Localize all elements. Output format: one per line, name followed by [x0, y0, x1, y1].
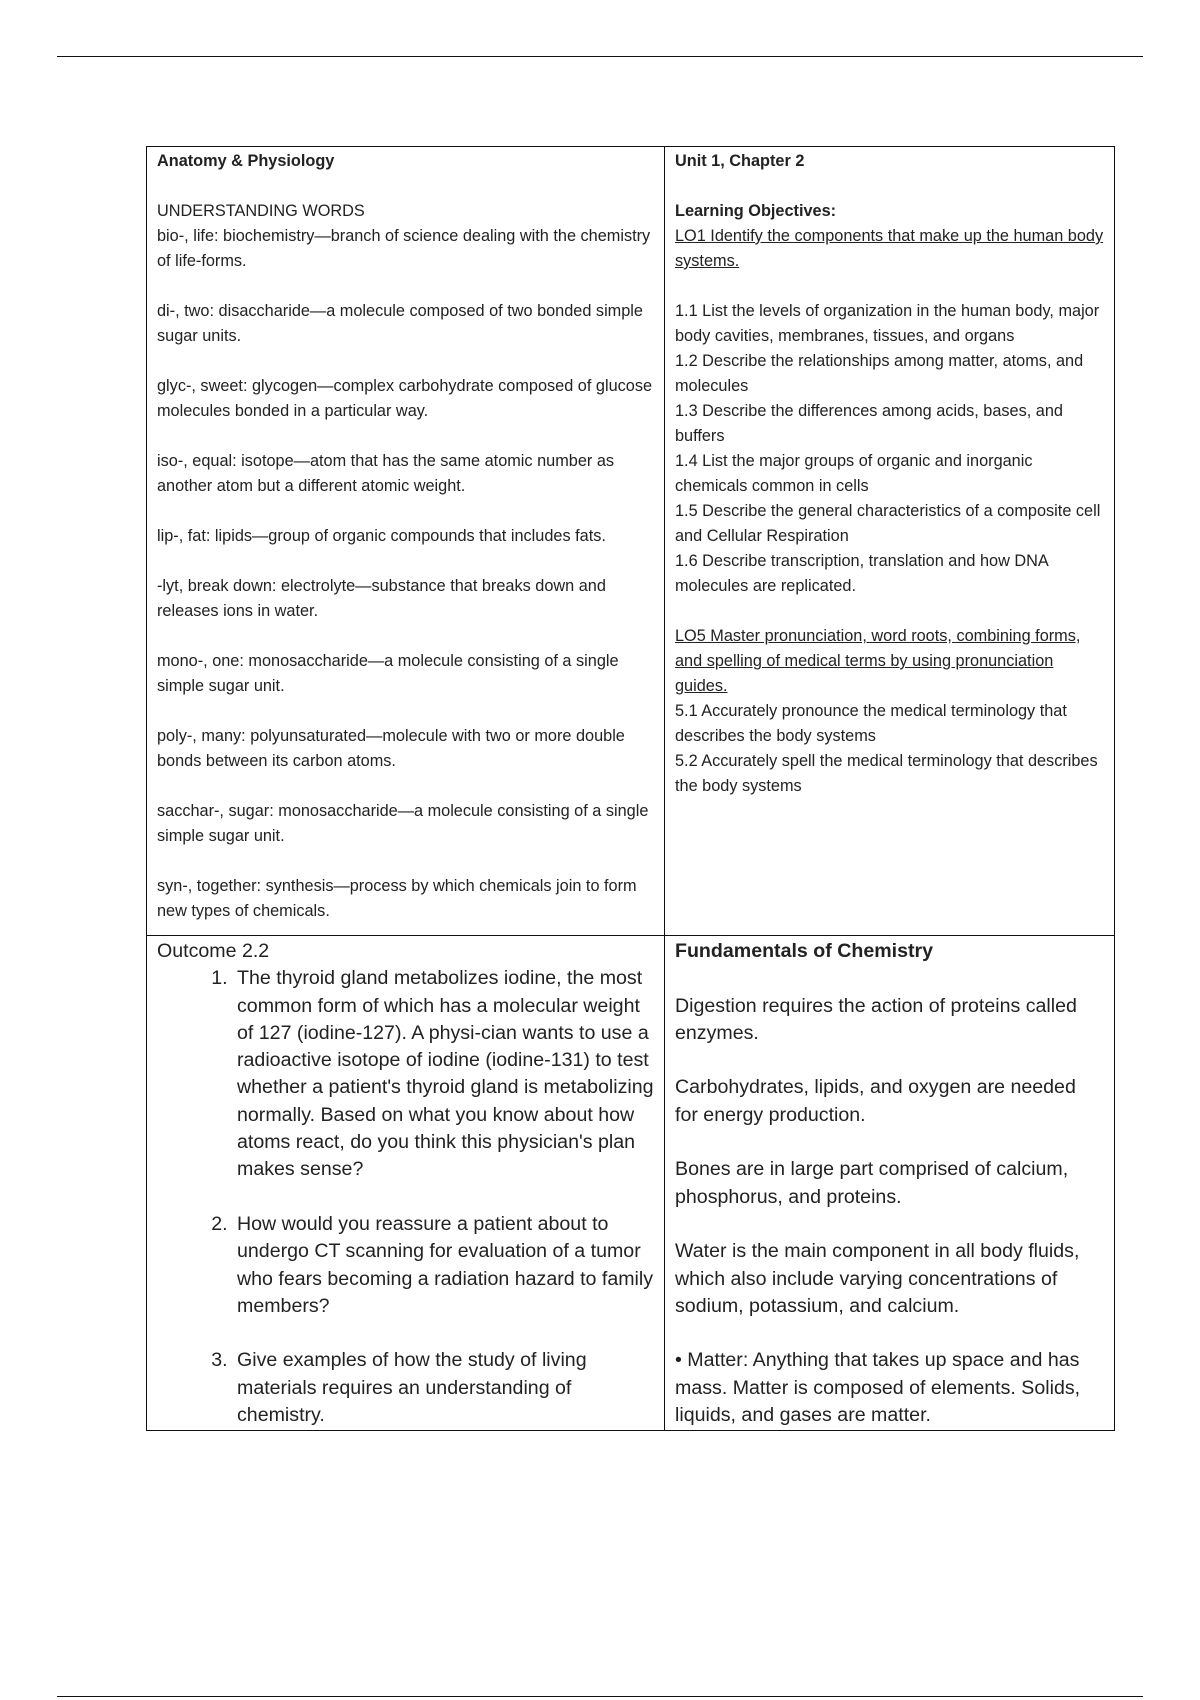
objective-item: 1.2 Describe the relationships among matter, atoms, and molecules — [675, 352, 1084, 395]
fundamentals-paragraph: Digestion requires the action of proteins called enzymes. — [675, 994, 1077, 1044]
objective-item: 1.6 Describe transcription, translation and how DNA molecules are replicated. — [675, 552, 1048, 595]
header-rule — [57, 56, 1143, 57]
objective-item: 5.1 Accurately pronounce the medical terminology that describes the body systems — [675, 702, 1067, 745]
question-item: 1. The thyroid gland metabolizes iodine, the most common form of which has a molecular weight of 127 (iodine-127). A physi-cian wants to use a radioactive isotope of iodine (iodine-131) to test whether a patient's thyroid gland is metabolizing normally. Based on what you know about how atoms react, do you think this physician's plan makes sense? — [233, 965, 654, 1183]
words-heading: UNDERSTANDING WORDS — [157, 202, 365, 220]
objective-item: 1.1 List the levels of organization in the human body, major body cavities, membranes, tissues, and organs — [675, 302, 1100, 345]
outcome-heading: Outcome 2.2 — [157, 940, 270, 962]
question-list — [157, 965, 654, 1429]
understanding-words-cell — [147, 147, 665, 936]
fundamentals-heading: Fundamentals of Chemistry — [675, 940, 934, 962]
table-row — [147, 936, 1115, 1431]
objective-item: 1.3 Describe the differences among acids, bases, and buffers — [675, 402, 1063, 445]
fundamentals-paragraph: Water is the main component in all body fluids, which also include varying concentrations of sodium, potassium, and calcium. — [675, 1240, 1080, 1317]
objective-item: 5.2 Accurately spell the medical terminology that describes the body systems — [675, 752, 1098, 795]
word-entry: -lyt, break down: electrolyte—substance that breaks down and releases ions in water. — [157, 577, 606, 620]
word-entry: mono-, one: monosaccharide—a molecule consisting of a single simple sugar unit. — [157, 652, 619, 695]
word-entry: sacchar-, sugar: monosaccharide—a molecule consisting of a single simple sugar unit. — [157, 802, 649, 845]
unit-title: Unit 1, Chapter 2 — [675, 152, 805, 170]
question-item: 2. How would you reassure a patient about to undergo CT scanning for evaluation of a tumor who fears becoming a radiation hazard to family members? — [233, 1211, 654, 1320]
subject-title: Anatomy & Physiology — [157, 152, 335, 170]
word-entry: glyc-, sweet: glycogen—complex carbohydrate composed of glucose molecules bonded in a particular way. — [157, 377, 653, 420]
worksheet-table — [146, 146, 1115, 1431]
word-entry: poly-, many: polyunsaturated—molecule with two or more double bonds between its carbon atoms. — [157, 727, 625, 770]
word-entry: di-, two: disaccharide—a molecule composed of two bonded simple sugar units. — [157, 302, 643, 345]
outcome-cell — [147, 936, 665, 1431]
word-entry: lip-, fat: lipids—group of organic compounds that includes fats. — [157, 527, 606, 545]
word-entry: bio-, life: biochemistry—branch of science dealing with the chemistry of life-forms. — [157, 227, 651, 270]
lo5-objective: LO5 Master pronunciation, word roots, combining forms, and spelling of medical terms by using pronunciation guides. — [675, 627, 1081, 695]
question-item: 3. Give examples of how the study of living materials requires an understanding of chemistry. — [233, 1347, 654, 1429]
table-row — [147, 147, 1115, 936]
fundamentals-paragraph: Carbohydrates, lipids, and oxygen are needed for energy production. — [675, 1076, 1076, 1126]
word-entry: iso-, equal: isotope—atom that has the same atomic number as another atom but a different atomic weight. — [157, 452, 615, 495]
objectives-cell — [665, 147, 1115, 936]
fundamentals-paragraph: Bones are in large part comprised of calcium, phosphorus, and proteins. — [675, 1158, 1069, 1208]
fundamentals-cell — [665, 936, 1115, 1431]
objectives-heading: Learning Objectives: — [675, 202, 837, 220]
lo1-objective: LO1 Identify the components that make up the human body systems. — [675, 227, 1104, 270]
fundamentals-paragraph: • Matter: Anything that takes up space and has mass. Matter is composed of elements. Solids, liquids, and gases are matter. — [675, 1349, 1081, 1427]
footer-rule — [57, 1696, 1143, 1697]
objective-item: 1.5 Describe the general characteristics of a composite cell and Cellular Respiration — [675, 502, 1101, 545]
objective-item: 1.4 List the major groups of organic and inorganic chemicals common in cells — [675, 452, 1033, 495]
word-entry: syn-, together: synthesis—process by which chemicals join to form new types of chemicals. — [157, 877, 637, 920]
